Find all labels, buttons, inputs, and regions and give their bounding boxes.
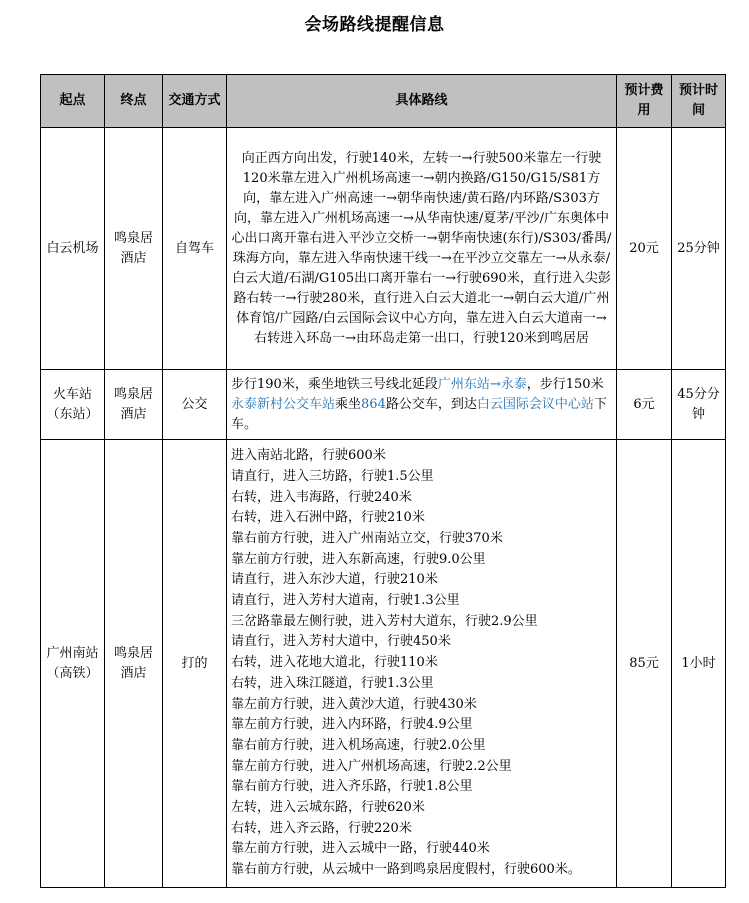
table-row [41,440,726,888]
start-cell: 火车站（东站） [41,370,105,440]
route-step: 靠左前方行驶，进入内环路，行驶4.9公里 [231,717,473,733]
end-cell: 鸣泉居酒店 [105,128,163,370]
route-text: 路公交车，到达 [385,396,477,412]
header-route: 具体路线 [227,75,617,128]
route-step: 请直行，进入芳村大道南，行驶1.3公里 [231,593,460,609]
route-step: 右转，进入花地大道北，行驶110米 [231,655,438,671]
header-time: 预计时间 [672,75,726,128]
route-step: 靠右前方行驶，从云城中一路到鸣泉居度假村，行驶600米。 [231,862,581,878]
route-cell: 向正西方向出发，行驶140米，左转一→行驶500米靠左一行驶120米靠左进入广州机场高速一→朝内换路/G150/G15/S81方向，靠左进入广州高速一→朝华南快速/黄石路/内环路/S303方向，靠左进入广州机场高速一→从华南快速/夏茅/平沙/广东奥体中心出口离开靠右进入平沙立交桥一→朝华南快速(东行)/S303/番禺/珠海方向，靠左进入华南快速干线一→在平沙立交靠左一→从永泰/白云大道/石湖/G105出口离开靠右一→行驶690米，直行进入尖彭路右转一→行驶280米，直行进入白云大道北一→朝白云大道/广州体育馆/广园路/白云国际会议中心方向，靠左进入白云大道南一→右转进入环岛一→由环岛走第一出口，行驶120米到鸣居居 [227,128,617,370]
route-cell [227,370,617,440]
route-step: 右转，进入齐云路，行驶220米 [231,820,412,836]
cost-cell: 6元 [617,370,672,440]
mode-cell: 打的 [163,440,227,888]
route-step: 靠左前方行驶，进入东新高速，行驶9.0公里 [231,551,486,567]
time-cell: 45分分钟 [672,370,726,440]
table-row [41,128,726,370]
route-step: 请直行，进入东沙大道，行驶210米 [231,572,438,588]
table-header-row [41,75,726,128]
route-step: 靠左前方行驶，进入黄沙大道，行驶430米 [231,696,477,712]
time-cell: 25分钟 [672,128,726,370]
time-cell: 1小时 [672,440,726,888]
route-step: 请直行，进入三坊路，行驶1.5公里 [231,468,434,484]
table-row [41,370,726,440]
header-start: 起点 [41,75,105,128]
header-cost: 预计费用 [617,75,672,128]
route-step: 进入南站北路，行驶600米 [231,448,386,464]
end-cell: 鸣泉居酒店 [105,370,163,440]
station-link[interactable]: 广州东站 [437,376,490,392]
route-step: 左转，进入云城东路，行驶620米 [231,800,425,816]
route-step: 三岔路靠最左侧行驶，进入芳村大道东，行驶2.9公里 [231,613,538,629]
cost-cell: 85元 [617,440,672,888]
start-cell: 白云机场 [41,128,105,370]
mode-cell: 自驾车 [163,128,227,370]
route-text: ，步行150米 [526,376,604,392]
end-cell: 鸣泉居酒店 [105,440,163,888]
mode-cell: 公交 [163,370,227,440]
arrow: → [489,376,501,392]
destination-link[interactable]: 白云国际会议中心站 [476,396,594,412]
header-end: 终点 [105,75,163,128]
route-table [40,74,726,888]
page-title: 会场路线提醒信息 [304,15,445,35]
route-step: 靠左前方行驶，进入广州机场高速，行驶2.2公里 [231,758,512,774]
route-step: 右转，进入珠江隧道，行驶1.3公里 [231,675,434,691]
route-step: 请直行，进入芳村大道中，行驶450米 [231,634,451,650]
header-mode: 交通方式 [163,75,227,128]
route-text: 乘坐 [335,396,362,412]
bus-number-link[interactable]: 864 [361,396,386,412]
route-step: 右转，进入韦海路，行驶240米 [231,489,412,505]
route-text: 下车。 [231,396,607,432]
route-step: 靠右前方行驶，进入机场高速，行驶2.0公里 [231,737,486,753]
cost-cell: 20元 [617,128,672,370]
route-step: 靠右前方行驶，进入广州南站立交，行驶370米 [231,530,503,546]
route-text: 步行190米，乘坐地铁三号线北延段 [231,376,438,392]
route-step: 右转，进入石洲中路，行驶210米 [231,510,425,526]
route-step: 靠右前方行驶，进入齐乐路，行驶1.8公里 [231,779,473,795]
station-link[interactable]: 永泰 [500,376,527,392]
bus-stop-link[interactable]: 永泰新村公交车站 [231,396,336,412]
route-cell [227,440,617,888]
route-step: 靠左前方行驶，进入云城中一路，行驶440米 [231,841,490,857]
start-cell: 广州南站（高铁） [41,440,105,888]
